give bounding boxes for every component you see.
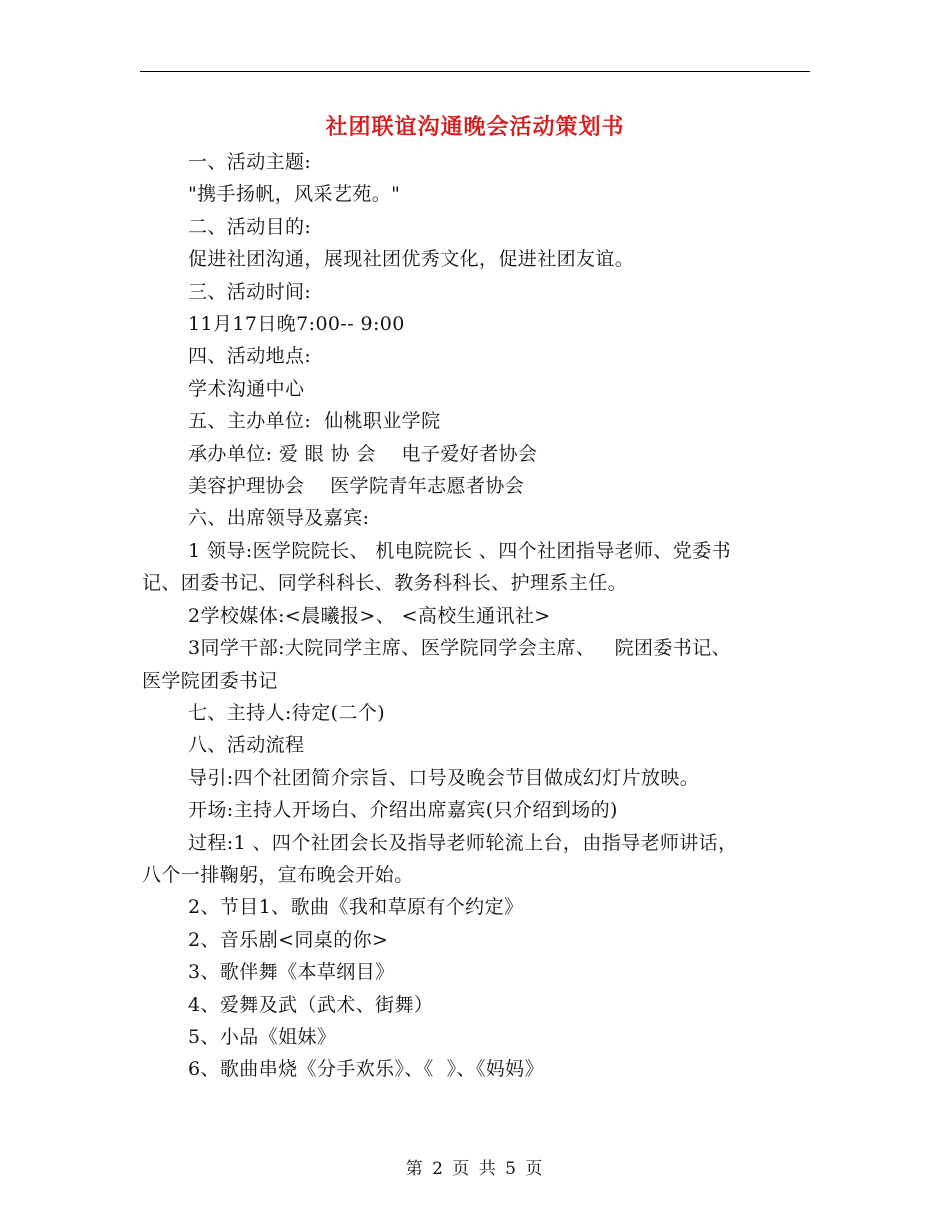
document-title: 社团联谊沟通晚会活动策划书: [325, 114, 625, 140]
body-line: 医学院团委书记: [142, 669, 278, 692]
body-line: 2学校媒体:<晨曦报>、 <高校生通讯社>: [188, 604, 551, 627]
body-line: 四、活动地点:: [188, 345, 312, 368]
page-footer: 第 2 页 共 5 页: [405, 1159, 545, 1179]
body-line: 七、主持人:待定(二个): [188, 701, 386, 724]
body-line: 承办单位: 爱 眼 协 会 电子爱好者协会: [188, 442, 538, 465]
body-line: 6、歌曲串烧《分手欢乐》、《 》、《妈妈》: [188, 1058, 544, 1081]
body-line: 4、爱舞及武（武术、街舞）: [188, 993, 434, 1016]
body-line: 1 领导:医学院院长、 机电院院长 、四个社团指导老师、党委书: [188, 539, 732, 562]
body-line: 5、小品《姐妹》: [188, 1025, 337, 1048]
body-line: 学术沟通中心: [188, 377, 305, 400]
body-line: 导引:四个社团简介宗旨、口号及晚会节目做成幻灯片放映。: [188, 766, 700, 789]
body-line: 记、团委书记、同学科科长、教务科科长、护理系主任。: [142, 572, 628, 595]
body-line: 八、活动流程: [188, 734, 305, 757]
body-line: 二、活动目的:: [188, 215, 312, 238]
body-line: 2、节目1、歌曲《我和草原有个约定》: [188, 896, 524, 919]
body-line: 八个一排鞠躬，宣布晚会开始。: [142, 863, 414, 886]
body-line: 美容护理协会 医学院青年志愿者协会: [188, 475, 525, 498]
body-line: 3同学干部:大院同学主席、医学院同学会主席、 院团委书记、: [188, 637, 732, 660]
body-line: 11月17日晚7:00-- 9:00: [188, 313, 405, 336]
body-line: 一、活动主题:: [188, 151, 312, 173]
header-rule: [140, 71, 810, 72]
body-line: 三、活动时间:: [188, 280, 312, 303]
body-line: 六、出席领导及嘉宾:: [188, 507, 370, 530]
body-line: "携手扬帆，风采艺苑。": [188, 183, 401, 206]
body-line: 过程:1 、四个社团会长及指导老师轮流上台，由指导老师讲话，: [188, 831, 738, 854]
body-line: 开场:主持人开场白、介绍出席嘉宾(只介绍到场的): [188, 799, 618, 822]
body-line: 3、歌伴舞《本草纲目》: [188, 961, 395, 984]
body-line: 五、主办单位: 仙桃职业学院: [188, 410, 441, 433]
body-line: 2、音乐剧<同桌的你>: [188, 928, 389, 951]
document-body: [142, 146, 810, 1086]
body-line: 促进社团沟通，展现社团优秀文化，促进社团友谊。: [188, 248, 635, 271]
